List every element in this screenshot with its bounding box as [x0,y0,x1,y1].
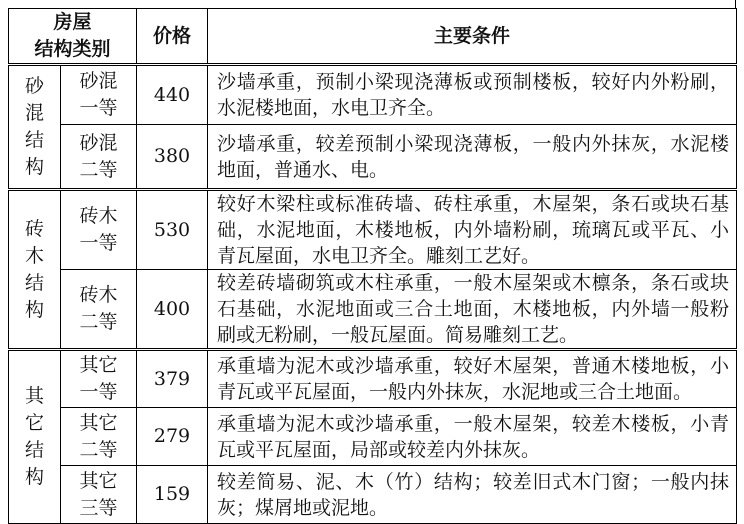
grade-label: 砂混二等 [79,131,118,181]
conditions-line: 沙墙承重，较差预制小梁现浇薄板，一般内外抹灰，水泥楼 [217,132,730,155]
conditions-line: 较差砖墙砌筑或木柱承重，一般木屋架或木檩条，条石或块 [217,272,730,294]
grade-label: 砖木二等 [79,284,118,333]
grade-label: 其它二等 [79,411,118,461]
grade-cell [61,408,137,466]
header-conditions-label: 主要条件 [208,9,737,65]
grade-label: 其它一等 [79,354,118,403]
conditions-line: 青瓦或平瓦屋面，一般内外抹灰，水泥地或三合土地面。 [217,381,693,403]
conditions-line: 水泥楼地面，水电卫齐全。 [217,97,446,119]
table-row [9,190,737,270]
grade-cell [61,65,137,125]
table-row [9,125,737,190]
grade-label: 砖木一等 [79,205,118,254]
grade-cell [61,466,137,524]
conditions-cell [208,65,737,125]
group-cell-brick-wood [9,190,61,350]
header-category-line: 结构类别 [34,38,111,60]
conditions-line: 较差简易、泥、木（竹）结构；较差旧式木门窗；一般内抹 [217,470,730,493]
table-row [9,65,737,125]
conditions-line: 青瓦屋面，水电卫齐全。雕刻工艺好。 [217,245,541,267]
table-row [9,270,737,350]
conditions-cell [208,270,737,350]
conditions-cell [208,125,737,190]
group-label-brick-wood: 砖木结构 [24,217,44,321]
header-price-label: 价格 [137,9,208,65]
price-cell: 279 [137,408,208,466]
header-category-line: 房屋 [53,11,92,33]
conditions-line: 灰；煤屑地或泥地。 [217,496,389,519]
conditions-line: 地面，普通水、电。 [217,158,389,181]
grade-cell [61,350,137,408]
header-category-cell [9,9,137,65]
price-cell: 379 [137,350,208,408]
grade-label: 其它三等 [79,469,118,519]
group-cell-other [9,350,61,524]
price-cell: 440 [137,65,208,125]
table-row [9,466,737,524]
conditions-line: 础，水泥地面，木楼地板，内外墙粉刷，琉璃瓦或平瓦、小 [217,219,730,241]
structure-price-table [8,8,737,524]
grade-cell [61,125,137,190]
grade-cell [61,190,137,270]
table-row [9,350,737,408]
grade-label: 砂混一等 [79,70,118,119]
price-cell: 400 [137,270,208,350]
group-cell-sand-concrete [9,65,61,190]
conditions-cell [208,466,737,524]
price-cell: 380 [137,125,208,190]
page-edge-mark [735,0,736,8]
conditions-line: 瓦或平瓦屋面，局部或较差内外抹灰。 [217,438,541,461]
conditions-cell [208,350,737,408]
conditions-line: 沙墙承重，预制小梁现浇薄板或预制楼板，较好内外粉刷， [217,71,730,93]
table-header-row [9,9,737,65]
conditions-line: 承重墙为泥木或沙墙承重，较好木屋架，普通木楼地板，小 [217,355,730,377]
conditions-cell [208,408,737,466]
grade-cell [61,270,137,350]
conditions-line: 刷或无粉刷，一般瓦屋面。简易雕刻工艺。 [217,324,579,346]
group-label-other: 其它结构 [24,385,44,488]
price-cell: 159 [137,466,208,524]
conditions-line: 较好木梁柱或标准砖墙、砖柱承重，木屋架，条石或块石基 [217,193,730,215]
price-cell: 530 [137,190,208,270]
conditions-line: 承重墙为泥木或沙墙承重，一般木屋架，较差木楼板，小青 [217,412,730,435]
conditions-cell [208,190,737,270]
table-row [9,408,737,466]
group-label-sand-concrete: 砂混结构 [24,75,44,178]
conditions-line: 石基础，水泥地面或三合土地面，木楼地板，内外墙一般粉 [217,298,730,320]
